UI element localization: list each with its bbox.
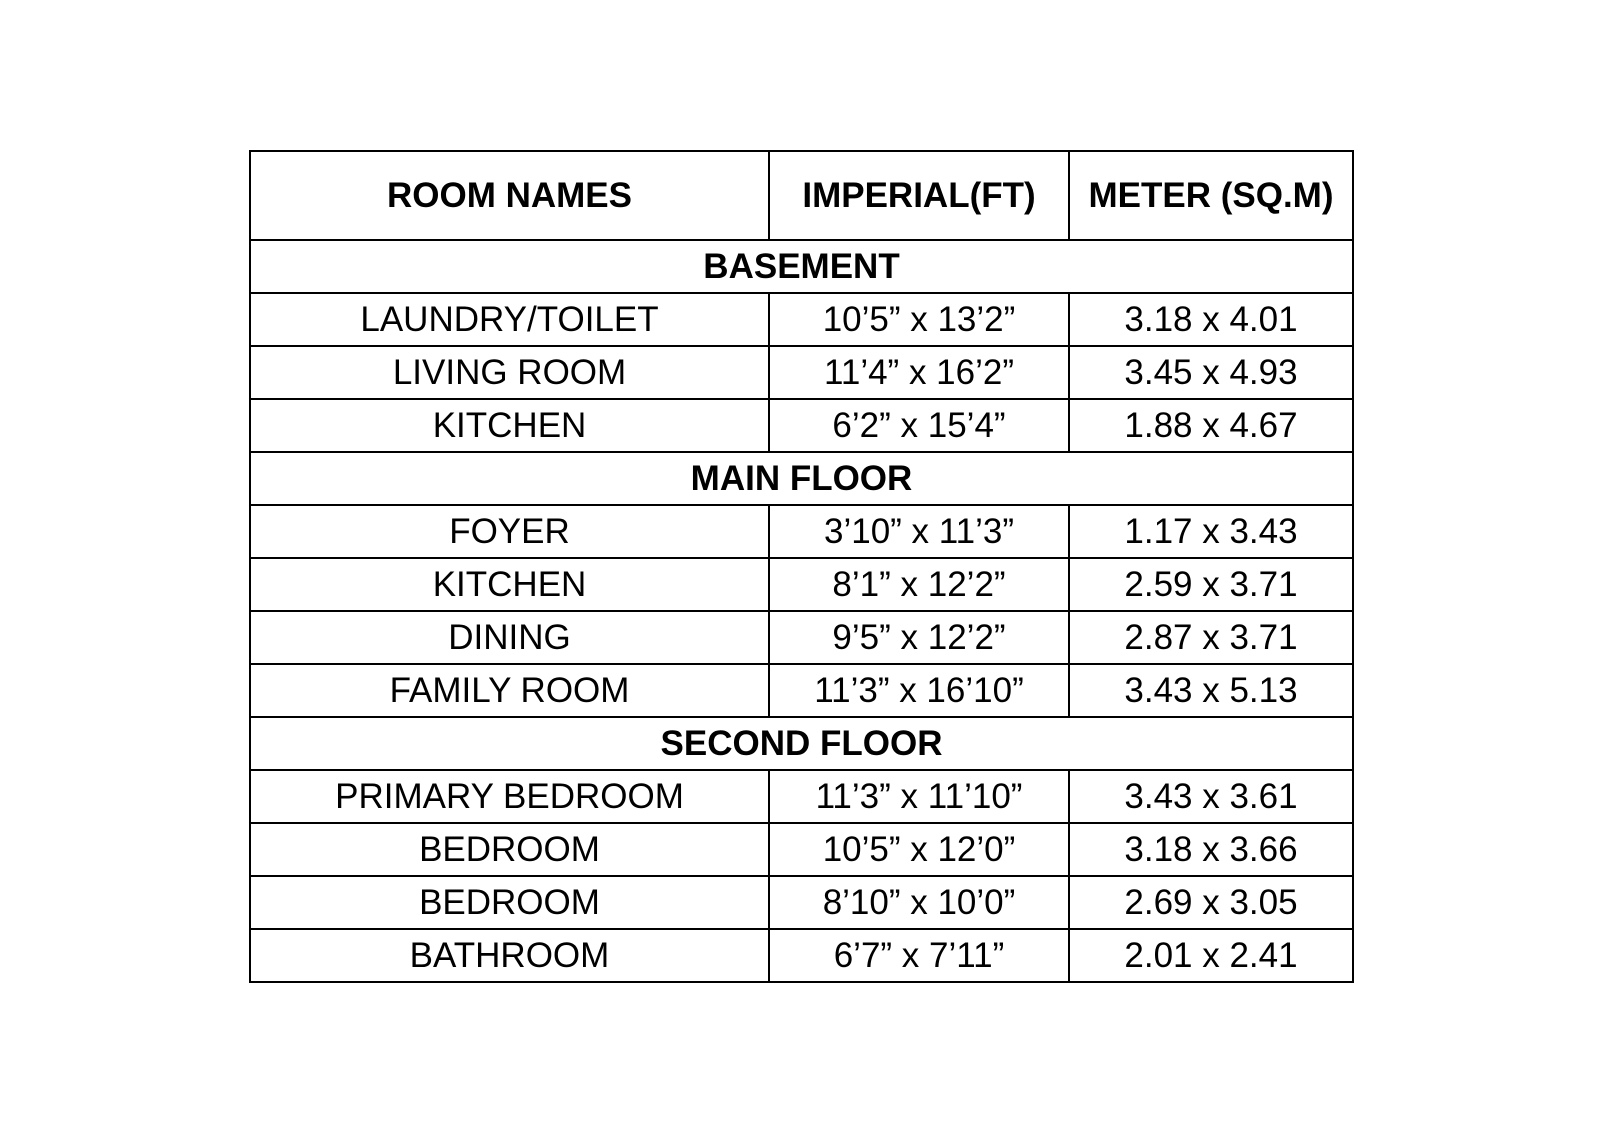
room-name-cell: BATHROOM [250,929,769,982]
meter-cell: 2.01 x 2.41 [1069,929,1353,982]
meter-cell: 3.45 x 4.93 [1069,346,1353,399]
meter-cell: 2.69 x 3.05 [1069,876,1353,929]
table-row [250,293,1353,346]
meter-cell: 1.88 x 4.67 [1069,399,1353,452]
room-dimensions-table [249,150,1354,983]
header-room-names: ROOM NAMES [250,151,769,240]
room-name-cell: LIVING ROOM [250,346,769,399]
meter-cell: 1.17 x 3.43 [1069,505,1353,558]
table-header-row [250,151,1353,240]
table-row [250,664,1353,717]
meter-cell: 3.43 x 5.13 [1069,664,1353,717]
section-row-basement [250,240,1353,293]
imperial-cell: 11’3” x 11’10” [769,770,1069,823]
meter-cell: 3.18 x 4.01 [1069,293,1353,346]
section-row-main-floor [250,452,1353,505]
header-imperial: IMPERIAL(FT) [769,151,1069,240]
table-row [250,611,1353,664]
room-name-cell: BEDROOM [250,823,769,876]
section-title: SECOND FLOOR [250,717,1353,770]
table-row [250,399,1353,452]
room-name-cell: FAMILY ROOM [250,664,769,717]
meter-cell: 2.87 x 3.71 [1069,611,1353,664]
imperial-cell: 6’2” x 15’4” [769,399,1069,452]
imperial-cell: 3’10” x 11’3” [769,505,1069,558]
section-title: BASEMENT [250,240,1353,293]
imperial-cell: 8’10” x 10’0” [769,876,1069,929]
meter-cell: 2.59 x 3.71 [1069,558,1353,611]
table-row [250,558,1353,611]
meter-cell: 3.18 x 3.66 [1069,823,1353,876]
table-row [250,929,1353,982]
section-row-second-floor [250,717,1353,770]
table-row [250,505,1353,558]
header-meter: METER (SQ.M) [1069,151,1353,240]
imperial-cell: 6’7” x 7’11” [769,929,1069,982]
imperial-cell: 9’5” x 12’2” [769,611,1069,664]
table-row [250,876,1353,929]
table-row [250,770,1353,823]
section-title: MAIN FLOOR [250,452,1353,505]
room-name-cell: KITCHEN [250,399,769,452]
room-name-cell: FOYER [250,505,769,558]
imperial-cell: 11’4” x 16’2” [769,346,1069,399]
imperial-cell: 10’5” x 13’2” [769,293,1069,346]
table-row [250,823,1353,876]
imperial-cell: 8’1” x 12’2” [769,558,1069,611]
room-name-cell: LAUNDRY/TOILET [250,293,769,346]
room-name-cell: KITCHEN [250,558,769,611]
room-name-cell: DINING [250,611,769,664]
meter-cell: 3.43 x 3.61 [1069,770,1353,823]
imperial-cell: 10’5” x 12’0” [769,823,1069,876]
imperial-cell: 11’3” x 16’10” [769,664,1069,717]
table-row [250,346,1353,399]
room-name-cell: PRIMARY BEDROOM [250,770,769,823]
room-name-cell: BEDROOM [250,876,769,929]
